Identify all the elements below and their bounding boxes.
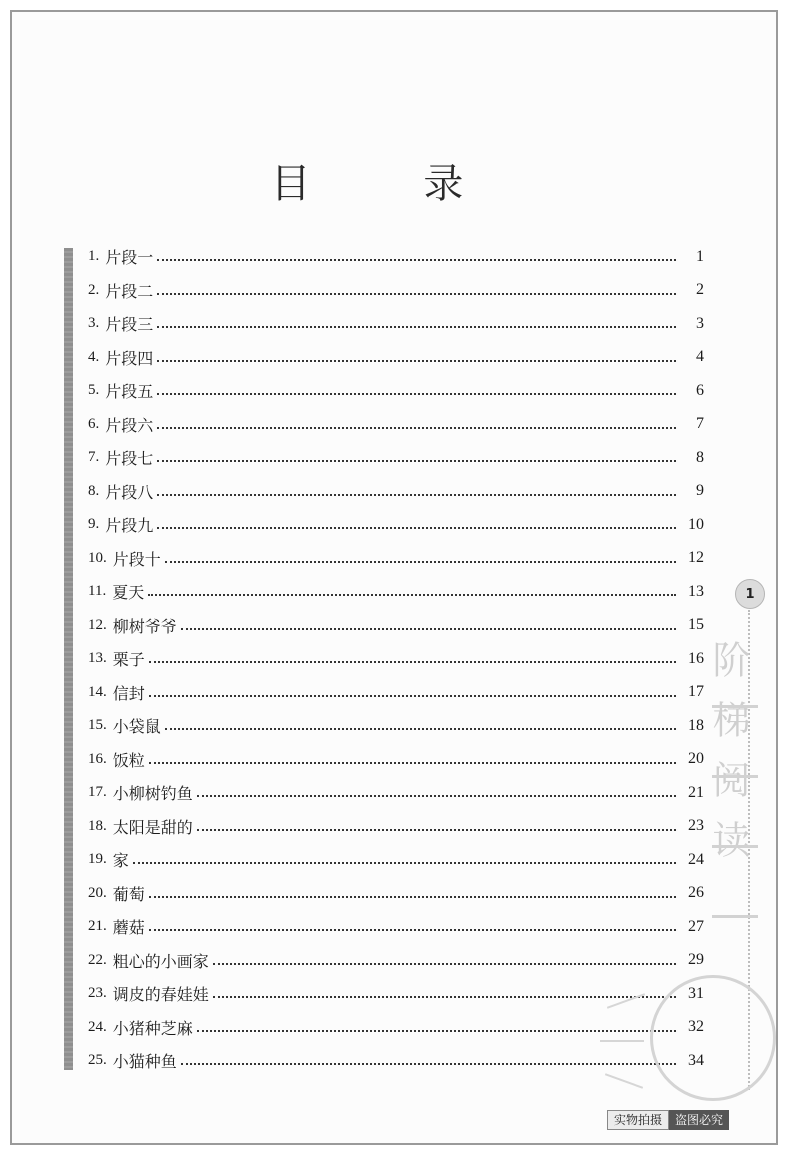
dot-leader (149, 660, 676, 663)
watermark-stamp (607, 1110, 729, 1130)
dot-leader (148, 593, 676, 596)
toc-entry-title: 片段二 (105, 281, 154, 301)
dot-leader (181, 627, 676, 630)
toc-entry-number: 9. (88, 516, 100, 533)
dot-leader (213, 995, 676, 998)
toc-entry[interactable] (88, 408, 704, 442)
toc-entry-page: 21 (688, 783, 704, 801)
toc-entry-title: 片段七 (105, 449, 154, 469)
toc-entry-page: 20 (688, 750, 704, 768)
page-title: 目 录 (270, 161, 514, 207)
dot-leader (157, 493, 676, 496)
dot-leader (157, 258, 676, 261)
toc-entry-title: 片段八 (105, 482, 154, 502)
toc-entry-title: 太阳是甜的 (112, 817, 193, 837)
toc-entry-page: 31 (688, 984, 704, 1002)
toc-entry-page: 32 (688, 1018, 704, 1036)
toc-entry-page: 17 (688, 683, 704, 701)
toc-entry-title: 小猪种芝麻 (112, 1018, 193, 1038)
toc-entry-title: 片段四 (105, 348, 154, 368)
toc-entry[interactable] (88, 441, 704, 475)
toc-entry[interactable] (88, 642, 704, 676)
toc-entry-page: 1 (696, 247, 704, 265)
toc-entry[interactable] (88, 475, 704, 509)
decorative-sun-icon (650, 975, 776, 1101)
toc-entry-number: 19. (88, 851, 107, 868)
dot-leader (213, 962, 676, 965)
toc-entry-title: 蘑菇 (112, 918, 145, 938)
toc-entry-title: 小柳树钓鱼 (112, 784, 193, 804)
toc-entry-title: 葡萄 (112, 884, 145, 904)
toc-entry-number: 3. (88, 315, 100, 332)
toc-entry-title: 柳树爷爷 (112, 616, 177, 636)
toc-entry-number: 25. (88, 1052, 107, 1069)
toc-entry-number: 8. (88, 482, 100, 499)
dot-leader (157, 292, 676, 295)
toc-entry[interactable] (88, 508, 704, 542)
toc-entry-title: 片段九 (105, 516, 154, 536)
toc-entry-title: 栗子 (112, 650, 145, 670)
toc-entry-page: 3 (696, 314, 704, 332)
dot-leader (157, 359, 676, 362)
dot-leader (157, 426, 676, 429)
toc-entry-number: 14. (88, 683, 107, 700)
dot-leader (149, 694, 676, 697)
toc-entry-number: 23. (88, 985, 107, 1002)
toc-entry-page: 18 (688, 716, 704, 734)
toc-entry-page: 9 (696, 482, 704, 500)
toc-entry-page: 4 (696, 348, 704, 366)
stamp-right: 盗图必究 (669, 1110, 729, 1130)
dot-leader (157, 392, 676, 395)
toc-entry-number: 1. (88, 248, 100, 265)
toc-entry[interactable] (88, 240, 704, 274)
toc-entry-number: 16. (88, 750, 107, 767)
dot-leader (165, 727, 676, 730)
toc-entry-number: 5. (88, 382, 100, 399)
toc-entry-number: 20. (88, 884, 107, 901)
toc-entry[interactable] (88, 341, 704, 375)
toc-entry-number: 22. (88, 951, 107, 968)
toc-entry-title: 片段三 (105, 315, 154, 335)
toc-entry-number: 4. (88, 348, 100, 365)
toc-entry-number: 6. (88, 415, 100, 432)
toc-entry-number: 12. (88, 616, 107, 633)
toc-entry[interactable] (88, 609, 704, 643)
toc-entry-page: 26 (688, 884, 704, 902)
toc-entry[interactable] (88, 676, 704, 710)
toc-entry-title: 粗心的小画家 (112, 951, 209, 971)
toc-entry-title: 片段一 (105, 248, 154, 268)
toc-entry-title: 片段五 (105, 382, 154, 402)
toc-entry-title: 片段十 (112, 549, 161, 569)
toc-entry-page: 16 (688, 649, 704, 667)
toc-entry-page: 23 (688, 817, 704, 835)
toc-entry-title: 调皮的春娃娃 (112, 985, 209, 1005)
toc-entry[interactable] (88, 542, 704, 576)
dot-leader (197, 794, 676, 797)
dot-leader (181, 1062, 676, 1065)
toc-entry[interactable] (88, 575, 704, 609)
toc-entry-title: 小袋鼠 (112, 717, 161, 737)
toc-entry-number: 18. (88, 817, 107, 834)
toc-entry-number: 15. (88, 717, 107, 734)
dot-leader (165, 560, 676, 563)
chapter-badge: 1 (735, 579, 765, 609)
toc-entry[interactable] (88, 910, 704, 944)
toc-entry-number: 21. (88, 918, 107, 935)
dot-leader (149, 761, 676, 764)
toc-entry-page: 10 (688, 515, 704, 533)
toc-entry-title: 家 (112, 851, 129, 871)
toc-entry-number: 24. (88, 1018, 107, 1035)
toc-entry-title: 信封 (112, 683, 145, 703)
toc-entry-page: 8 (696, 448, 704, 466)
toc-entry[interactable] (88, 743, 704, 777)
toc-entry-page: 34 (688, 1051, 704, 1069)
dot-leader (149, 895, 676, 898)
toc-entry[interactable] (88, 374, 704, 408)
toc-entry-number: 7. (88, 449, 100, 466)
toc-entry-page: 15 (688, 616, 704, 634)
stamp-left: 实物拍摄 (607, 1110, 669, 1130)
toc-entry-title: 小猫种鱼 (112, 1052, 177, 1072)
dot-leader (157, 325, 676, 328)
toc-entry[interactable] (88, 776, 704, 810)
toc-entry-page: 29 (688, 951, 704, 969)
toc-entry-page: 2 (696, 281, 704, 299)
toc-side-bar (64, 248, 73, 1070)
dot-leader (157, 459, 676, 462)
toc-entry[interactable] (88, 709, 704, 743)
toc-entry[interactable] (88, 274, 704, 308)
toc-entry-page: 6 (696, 381, 704, 399)
dot-leader (197, 828, 676, 831)
toc-entry-page: 7 (696, 415, 704, 433)
toc-entry-title: 夏天 (112, 583, 145, 603)
dot-leader (133, 861, 676, 864)
dot-leader (197, 1029, 676, 1032)
toc-entry-number: 10. (88, 549, 107, 566)
toc-entry-page: 12 (688, 549, 704, 567)
toc-entry-page: 27 (688, 917, 704, 935)
toc-entry[interactable] (88, 810, 704, 844)
toc-entry[interactable] (88, 944, 704, 978)
dot-leader (149, 928, 676, 931)
toc-entry-page: 24 (688, 850, 704, 868)
dot-leader (157, 526, 676, 529)
toc-entry-title: 饭粒 (112, 750, 145, 770)
toc-entry-number: 17. (88, 784, 107, 801)
toc-entry[interactable] (88, 877, 704, 911)
toc-entry-number: 11. (88, 583, 107, 600)
toc-entry-number: 13. (88, 650, 107, 667)
toc-entry[interactable] (88, 307, 704, 341)
toc-entry[interactable] (88, 1011, 704, 1045)
toc-entry-page: 13 (688, 582, 704, 600)
toc-entry-title: 片段六 (105, 415, 154, 435)
toc-entry[interactable] (88, 1044, 704, 1078)
toc-entry[interactable] (88, 843, 704, 877)
table-of-contents (88, 240, 704, 1078)
side-watermark-text: 阶梯阅读 (706, 640, 750, 880)
toc-entry-number: 2. (88, 281, 100, 298)
